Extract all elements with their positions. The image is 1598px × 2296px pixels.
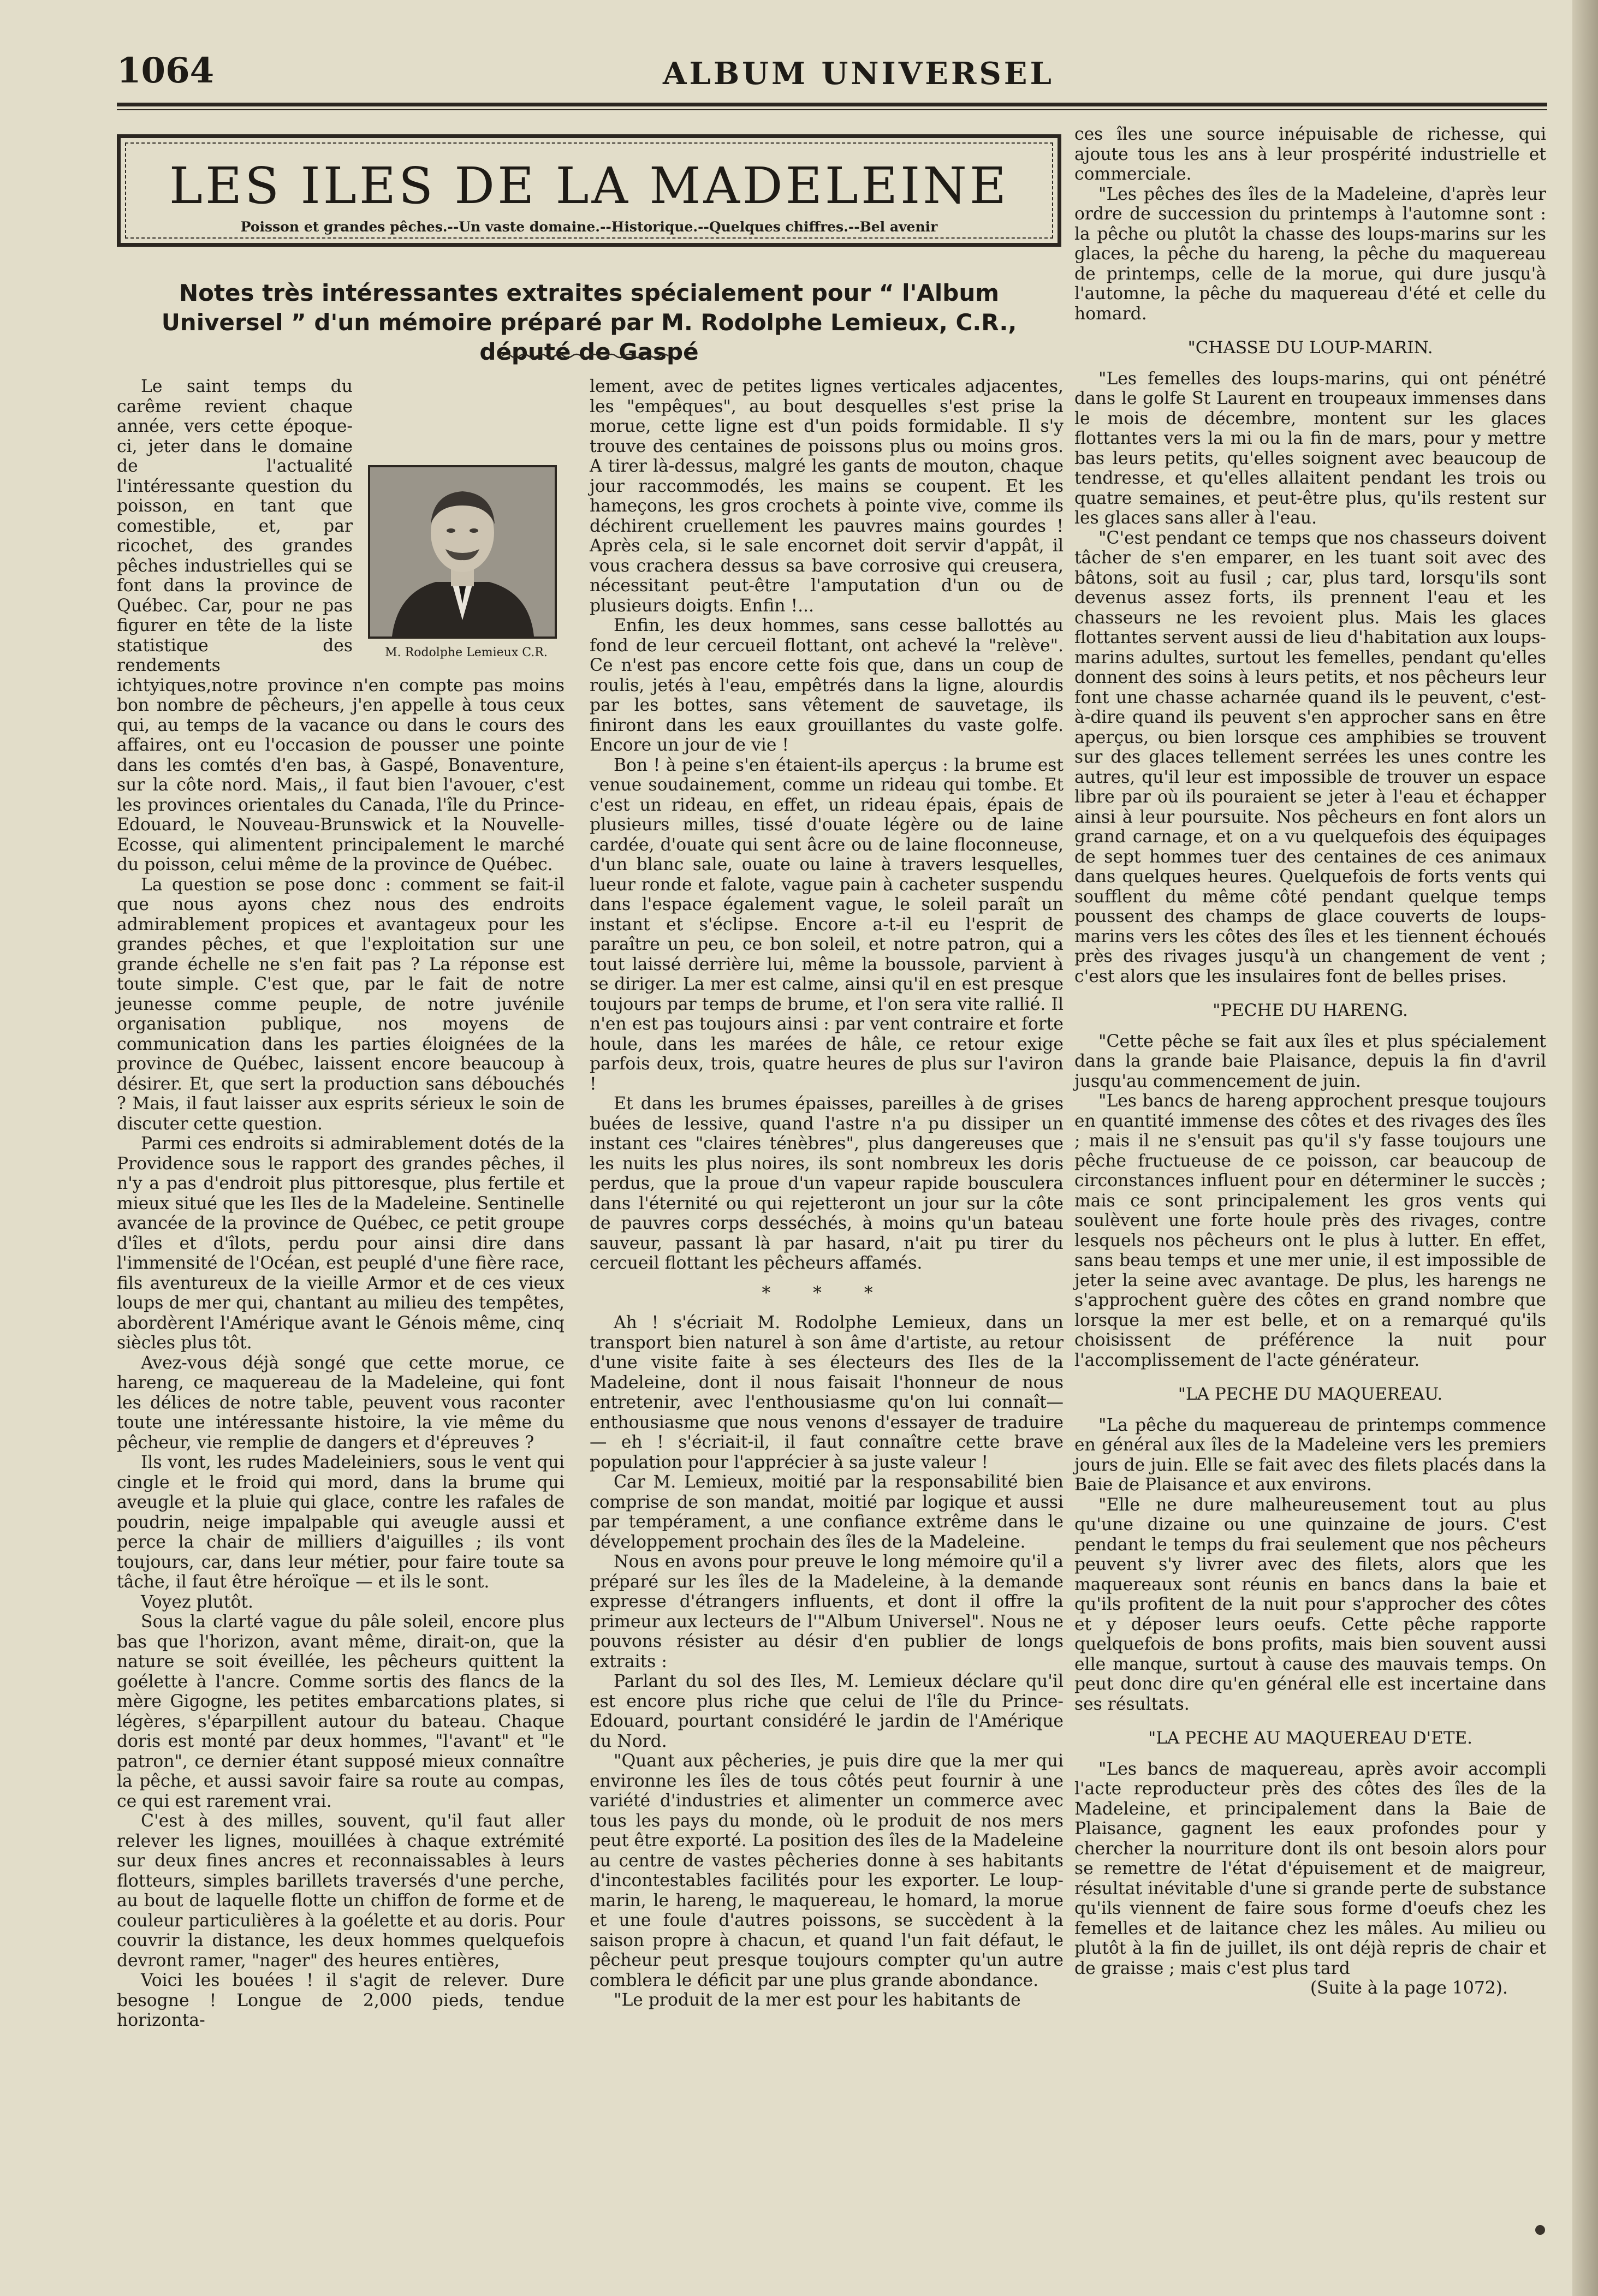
article-deck: Notes très intéressantes extraites spécialement pour “ l'Album Universel ” d'un mémoire préparé par M. Rodolphe Lemieux, C.R., député de Gaspé <box>161 279 1017 365</box>
section-heading: "PECHE DU HARENG. <box>1213 1001 1408 1020</box>
paragraph: "Quant aux pêcheries, je puis dire que la mer qui environne les îles de tous côtés peut fournir à une variété d'industries et alimenter un commerce avec tous les pays du monde, où le produit de nos mers peut être exporté. La position des îles de la Madeleine au centre de vastes pêcheries donne à ses habitants d'incontestables facilités pour les exporter. Le loup-marin, le hareng, le maquereau, le homard, la morue et une foule d'autres poissons, se succèdent à la saison propre à chacun, et quand l'un fait défaut, le pêcheur peut presque toujours compter qu'un autre comblera le déficit par une plus grande abondance. <box>590 1751 1064 1990</box>
paragraph: "Le produit de la mer est pour les habitants de <box>614 1990 1021 2010</box>
paragraph: Ah ! s'écriait M. Rodolphe Lemieux, dans un transport bien naturel à son âme d'artiste, au retour d'une visite faite à ses électeurs des Iles de la Madeleine, dont il nous faisait l'honneur de nous entretenir, avec l'enthousiasme qu'on lui connaît—enthousiasme que nous venons d'essayer de traduire — eh ! s'écriait-il, il faut connaître cette brave population pour l'apprécier à sa juste valeur ! <box>590 1313 1064 1472</box>
section-heading: "LA PECHE DU MAQUEREAU. <box>1178 1384 1443 1404</box>
paragraph: Le saint temps du carême revient chaque année, vers cette époque-ci, jeter dans le domaine de l'actualité l'intéressante question du poisson, en tant que comestible, et, par ricochet, des grandes pêches industrielles qui se font dans la province de Québec. Car, pour ne pas figurer en tête de la liste statistique des rendements ichtyiques,notre province n'en compte pas moins bon nombre de pêcheurs, j'en appelle à tous ceux qui, au temps de la vacance ou dans le cours des affaires, ont eu l'occasion de pousser une pointe dans les comtés d'en bas, à Gaspé, Bonaventure, sur la côte nord. Mais,, il faut bien l'avouer, c'est les provinces orientales du Canada, l'île du Prince-Edouard, le Nouveau-Brunswick et la Nouvelle-Ecosse, qui alimentent principalement le marché du poisson, celui même de la province de Québec. <box>117 377 565 875</box>
ornamental-rule <box>502 352 672 360</box>
paragraph: lement, avec de petites lignes verticales adjacentes, les "empêques", au bout desquelles s'est prise la morue, cette ligne est d'un poids formidable. Il s'y trouve des centaines de poissons plus ou moins gros. A tirer là-dessus, malgré les gants de mouton, chaque jour raccommodés, les mains se coupent. Et les hameçons, les gros crochets à pointe vive, comme ils déchirent cruellement les pauvres mains gourdes ! Après cela, si le sale encornet doit servir d'appât, il vous crachera dessus sa bave corrosive qui creusera, nécessitant peut-être l'amputation d'un ou de plusieurs doigts. Enfin !... <box>590 377 1064 616</box>
paragraph: Ils vont, les rudes Madeleiniers, sous le vent qui cingle et le froid qui mord, dans la brume qui aveugle et la pluie qui glace, contre les rafales de poudrin, neige impalpable qui aveugle aussi et perce la chair de milliers d'aiguilles ; ils vont toujours, car, dans leur métier, pour faire toute sa tâche, il faut être héroïque — et ils le sont. <box>117 1453 565 1592</box>
paragraph: "Elle ne dure malheureusement tout au plus qu'une dizaine ou une quinzaine de jours. C'est pendant le temps du frai seulement que nos pêcheurs peuvent s'y livrer avec des filets, alors que les maquereaux sont réunis en bancs dans la baie et qu'ils profitent de la nuit pour s'approcher des côtes et y déposer leurs oeufs. Cette pêche rapporte quelquefois de bons profits, mais bien souvent aussi elle manque, surtout à cause des mauvais temps. On peut donc dire qu'en général elle est incertaine dans ses résultats. <box>1074 1495 1546 1714</box>
paragraph: "Les bancs de maquereau, après avoir accompli l'acte reproducteur près des côtes des îles de la Madeleine, et principalement dans la Baie de Plaisance, gagnent les eaux profondes pour y chercher la nourriture dont ils ont besoin alors pour se remettre de l'état d'épuisement et de maigreur, résultat inévitable d'une si grande perte de substance qu'ils viennent de faire sous forme d'oeufs chez les femelles et de laitance chez les mâles. Au milieu ou plutôt à la fin de juillet, ils ont déjà repris de chair et de graisse ; mais c'est plus tard <box>1074 1759 1546 1978</box>
paragraph: Nous en avons pour preuve le long mémoire qu'il a préparé sur les îles de la Madeleine, à la demande expresse d'étrangers influents, et dont il offre la primeur aux lecteurs de l'"Album Universel". Nous ne pouvons résister au désir d'en publier de longs extraits : <box>590 1552 1064 1672</box>
paragraph: Parmi ces endroits si admirablement dotés de la Providence sous le rapport des grandes pêches, il n'y a pas d'endroit plus pittoresque, plus fertile et mieux situé que les Iles de la Madeleine. Sentinelle avancée de la province de Québec, ce petit groupe d'îles et d'îlots, perdu pour ainsi dire dans l'immensité de l'Océan, est peuplé d'une fière race, fils aventureux de la vieille Armor et de ces vieux loups de mer qui, chantant au milieu des tempêtes, abordèrent l'Amérique avant le Génois même, cinq siècles plus tôt. <box>117 1134 565 1353</box>
section-heading: "LA PECHE AU MAQUEREAU D'ETE. <box>1148 1728 1472 1748</box>
paragraph: La question se pose donc : comment se fait-il que nous ayons chez nous des endroits admirablement propices et avantageux pour les grandes pêches, et que l'exploitation sur une grande échelle ne s'en fait pas ? La réponse est toute simple. C'est que, par le fait de notre jeunesse comme peuple, de notre juvénile organisation publique, nos moyens de communication dans les parties éloignées de la province de Québec, laissent encore beaucoup à désirer. Et, que sert la production sans débouchés ? Mais, il faut laisser aux esprits sérieux le soin de discuter cette question. <box>117 875 565 1134</box>
paragraph: Bon ! à peine s'en étaient-ils aperçus : la brume est venue soudainement, comme un rideau qui tombe. Et c'est un rideau, en effet, un rideau épais, épais de plusieurs milles, tissé d'ouate légère ou de laine cardée, d'ouate qui sent âcre ou de laine floconneuse, d'un blanc sale, ouate ou laine à travers lesquelles, lueur ronde et falote, vague pain à cacheter suspendu dans l'espace également vague, le soleil paraît un instant et s'éclipse. Encore a-t-il eu l'esprit de paraître un peu, ce bon soleil, et notre patron, qui a tout laissé derrière lui, même la boussole, parvient à se diriger. La mer est calme, ainsi qu'il en est presque toujours par temps de brume, et l'on sera vite rallié. Il n'en est pas toujours ainsi : par vent contraire et forte houle, dans les marées de hâle, ce retour exige parfois deux, trois, quatre heures de plus sur l'aviron ! <box>590 755 1064 1094</box>
paragraph: Voici les bouées ! il s'agit de relever. Dure besogne ! Longue de 2,000 pieds, tendue horizonta- <box>117 1971 565 2030</box>
paragraph: "La pêche du maquereau de printemps commence en général aux îles de la Madeleine vers les premiers jours de juin. Elle se fait avec des filets placés dans la Baie de Plaisance et aux environs. <box>1074 1415 1546 1495</box>
paragraph: Car M. Lemieux, moitié par la responsabilité bien comprise de son mandat, moitié par logique et aussi par tempérament, a une confiance extrême dans le développement prochain des îles de la Madeleine. <box>590 1472 1064 1552</box>
portrait-image <box>370 467 555 637</box>
paragraph: Et dans les brumes épaisses, pareilles à de grises buées de lessive, quand l'astre n'a pu dissiper un instant ces "claires ténèbres", plus dangereuses que les nuits les plus noires, ils sont nombreux les doris perdus, que la proue d'un vapeur rapide bousculera dans l'éternité ou qui rejetteront un jour sur la côte de pauvres corps desséchés, à moins qu'un bateau sauveur, passant là par hasard, n'ait pu tirer du cercueil flottant les pêcheurs affamés. <box>590 1094 1064 1273</box>
continuation-note: (Suite à la page 1072). <box>1310 1978 1508 1998</box>
article-title: LES ILES DE LA MADELEINE <box>169 157 1009 215</box>
paragraph: "Cette pêche se fait aux îles et plus spécialement dans la grande baie Plaisance, depuis la fin d'avril jusqu'au commencement de juin. <box>1074 1031 1546 1091</box>
paragraph: "C'est pendant ce temps que nos chasseurs doivent tâcher de s'en emparer, en les tuant soit avec des bâtons, soit au fusil ; car, plus tard, lorsqu'ils sont devenus assez forts, ils prennent l'eau et les chasseurs ne les revoient plus. Mais les glaces flottantes servent aussi de lieu d'habitation aux loups-marins adultes, surtout les femelles, pendant qu'elles donnent des soins à leurs petits, et nos pêcheurs leur font une chasse acharnée quand ils le peuvent, c'est-à-dire quand ils peuvent s'en approcher sans en être aperçus, ou bien lorsque ces amphibies se trouvent sur des glaces tellement serrées les unes contre les autres, qu'il leur est impossible de trouver un espace libre par où ils pouraient se jeter à l'eau et échapper ainsi à leur poursuite. Nos pêcheurs en font alors un grand carnage, et on a vu quelquefois des équipages de sept hommes tuer des centaines de ces animaux dans quelques heures. Quelquefois de forts vents qui soufflent du même côté pendant quelque temps poussent des champs de glace couverts de loups-marins vers les côtes des îles et les tiennent échoués près des rivages jusqu'à un changement de vent ; c'est alors que les insulaires font de belles prises. <box>1074 528 1546 986</box>
section-heading: "CHASSE DU LOUP-MARIN. <box>1187 338 1433 358</box>
column-2 <box>590 377 1064 2011</box>
paragraph: Parlant du sol des Iles, M. Lemieux déclare qu'il est encore plus riche que celui de l'île du Prince-Edouard, pourtant considéré le jardin de l'Amérique du Nord. <box>590 1672 1064 1751</box>
paragraph: "Les pêches des îles de la Madeleine, d'après leur ordre de succession du printemps à l'automne sont : la pêche ou plutôt la chasse des loups-marins sur les glaces, la pêche du hareng, la pêche du maquereau de printemps, celle de la morue, qui dure jusqu'à l'automne, la pêche du maquereau d'été et celle du homard. <box>1074 184 1546 324</box>
paragraph: Avez-vous déjà songé que cette morue, ce hareng, ce maquereau de la Madeleine, qui font les délices de notre table, peuvent vous raconter toute une intéressante histoire, la vie même du pêcheur, vie remplie de dangers et d'épreuves ? <box>117 1353 565 1453</box>
running-header <box>117 46 1547 95</box>
paragraph: C'est à des milles, souvent, qu'il faut aller relever les lignes, mouillées à chaque extrémité sur deux fines ancres et reconnaissables à leurs flotteurs, simples barillets traversés d'une perche, au bout de laquelle flotte un chiffon de forme et de couleur particulières à la goélette et au doris. Pour couvrir la distance, les deux hommes quelquefois devront ramer, "nager" des heures entières, <box>117 1811 565 1971</box>
paragraph: Voyez plutôt. <box>141 1592 253 1612</box>
portrait-figure <box>368 465 565 669</box>
title-banner <box>117 134 1061 247</box>
column-3 <box>1074 124 1546 1998</box>
paragraph: "Les femelles des loups-marins, qui ont pénétré dans le golfe St Laurent en troupeaux immenses dans le mois de décembre, montent sur les glaces flottantes vers la mi ou la fin de mars, pour y mettre bas leurs petits, qu'elles soignent avec beaucoup de tendresse, et qu'elles allaitent pendant les trois ou quatre semaines, et peut-être plus, qu'ils restent sur les glaces sans aller à l'eau. <box>1074 368 1546 528</box>
paragraph: Sous la clarté vague du pâle soleil, encore plus bas que l'horizon, avant même, dirait-on, que la nature se soit éveillée, les pêcheurs quittent la goélette à l'ancre. Comme sortis des flancs de la mère Gigogne, les petites embarcations plates, si légères, s'éparpillent autour du bateau. Chaque doris est monté par deux hommes, "l'avant" et "le patron", ce dernier étant supposé mieux connaître la pêche, et aussi savoir faire sa route au compas, ce qui est rarement vrai. <box>117 1612 565 1811</box>
page-number: 1064 <box>117 50 215 91</box>
portrait-photo <box>368 465 557 639</box>
header-rule-thin <box>117 109 1547 110</box>
column-1 <box>117 377 565 2031</box>
paragraph: ces îles une source inépuisable de richesse, qui ajoute tous les ans à leur prospérité industrielle et commerciale. <box>1074 124 1546 184</box>
print-speck <box>1535 2225 1545 2235</box>
header-rule <box>117 103 1547 106</box>
paragraph: Enfin, les deux hommes, sans cesse ballottés au fond de leur cercueil flottant, ont achevé la "relève". Ce n'est pas encore cette fois que, dans un coup de roulis, jetés à l'eau, empêtrés dans la ligne, alourdis par les bottes, sans vêtement de sauvetage, ils finiront dans les eaux grouillantes du vaste golfe. Encore un jour de vie ! <box>590 616 1064 755</box>
article-subtitle: Poisson et grandes pêches.--Un vaste domaine.--Historique.--Quelques chiffres.--Bel avenir <box>240 219 938 235</box>
publication-title: ALBUM UNIVERSEL <box>663 56 1054 92</box>
section-break: * * * <box>762 1283 892 1303</box>
page-gutter <box>1572 0 1598 2296</box>
paragraph: "Les bancs de hareng approchent presque toujours en quantité immense des côtes et des rivages des îles ; mais il ne s'ensuit pas qu'il s'y fasse toujours une pêche fructueuse de ce poisson, car beaucoup de circonstances influent pour en déterminer le succès ; mais ce sont principalement les gros vents qui soulèvent une forte houle près des rivages, contre lesquels nos pêcheurs ont le plus à lutter. En effet, sans beau temps et une mer unie, il est impossible de jeter la seine avec avantage. De plus, les harengs ne s'approchent guère des côtes en grand nombre que lorsque la mer est belle, et on a remarqué qu'ils choisissent de préférence la nuit pour l'accomplissement de l'acte générateur. <box>1074 1091 1546 1370</box>
portrait-caption: M. Rodolphe Lemieux C.R. <box>385 646 548 659</box>
